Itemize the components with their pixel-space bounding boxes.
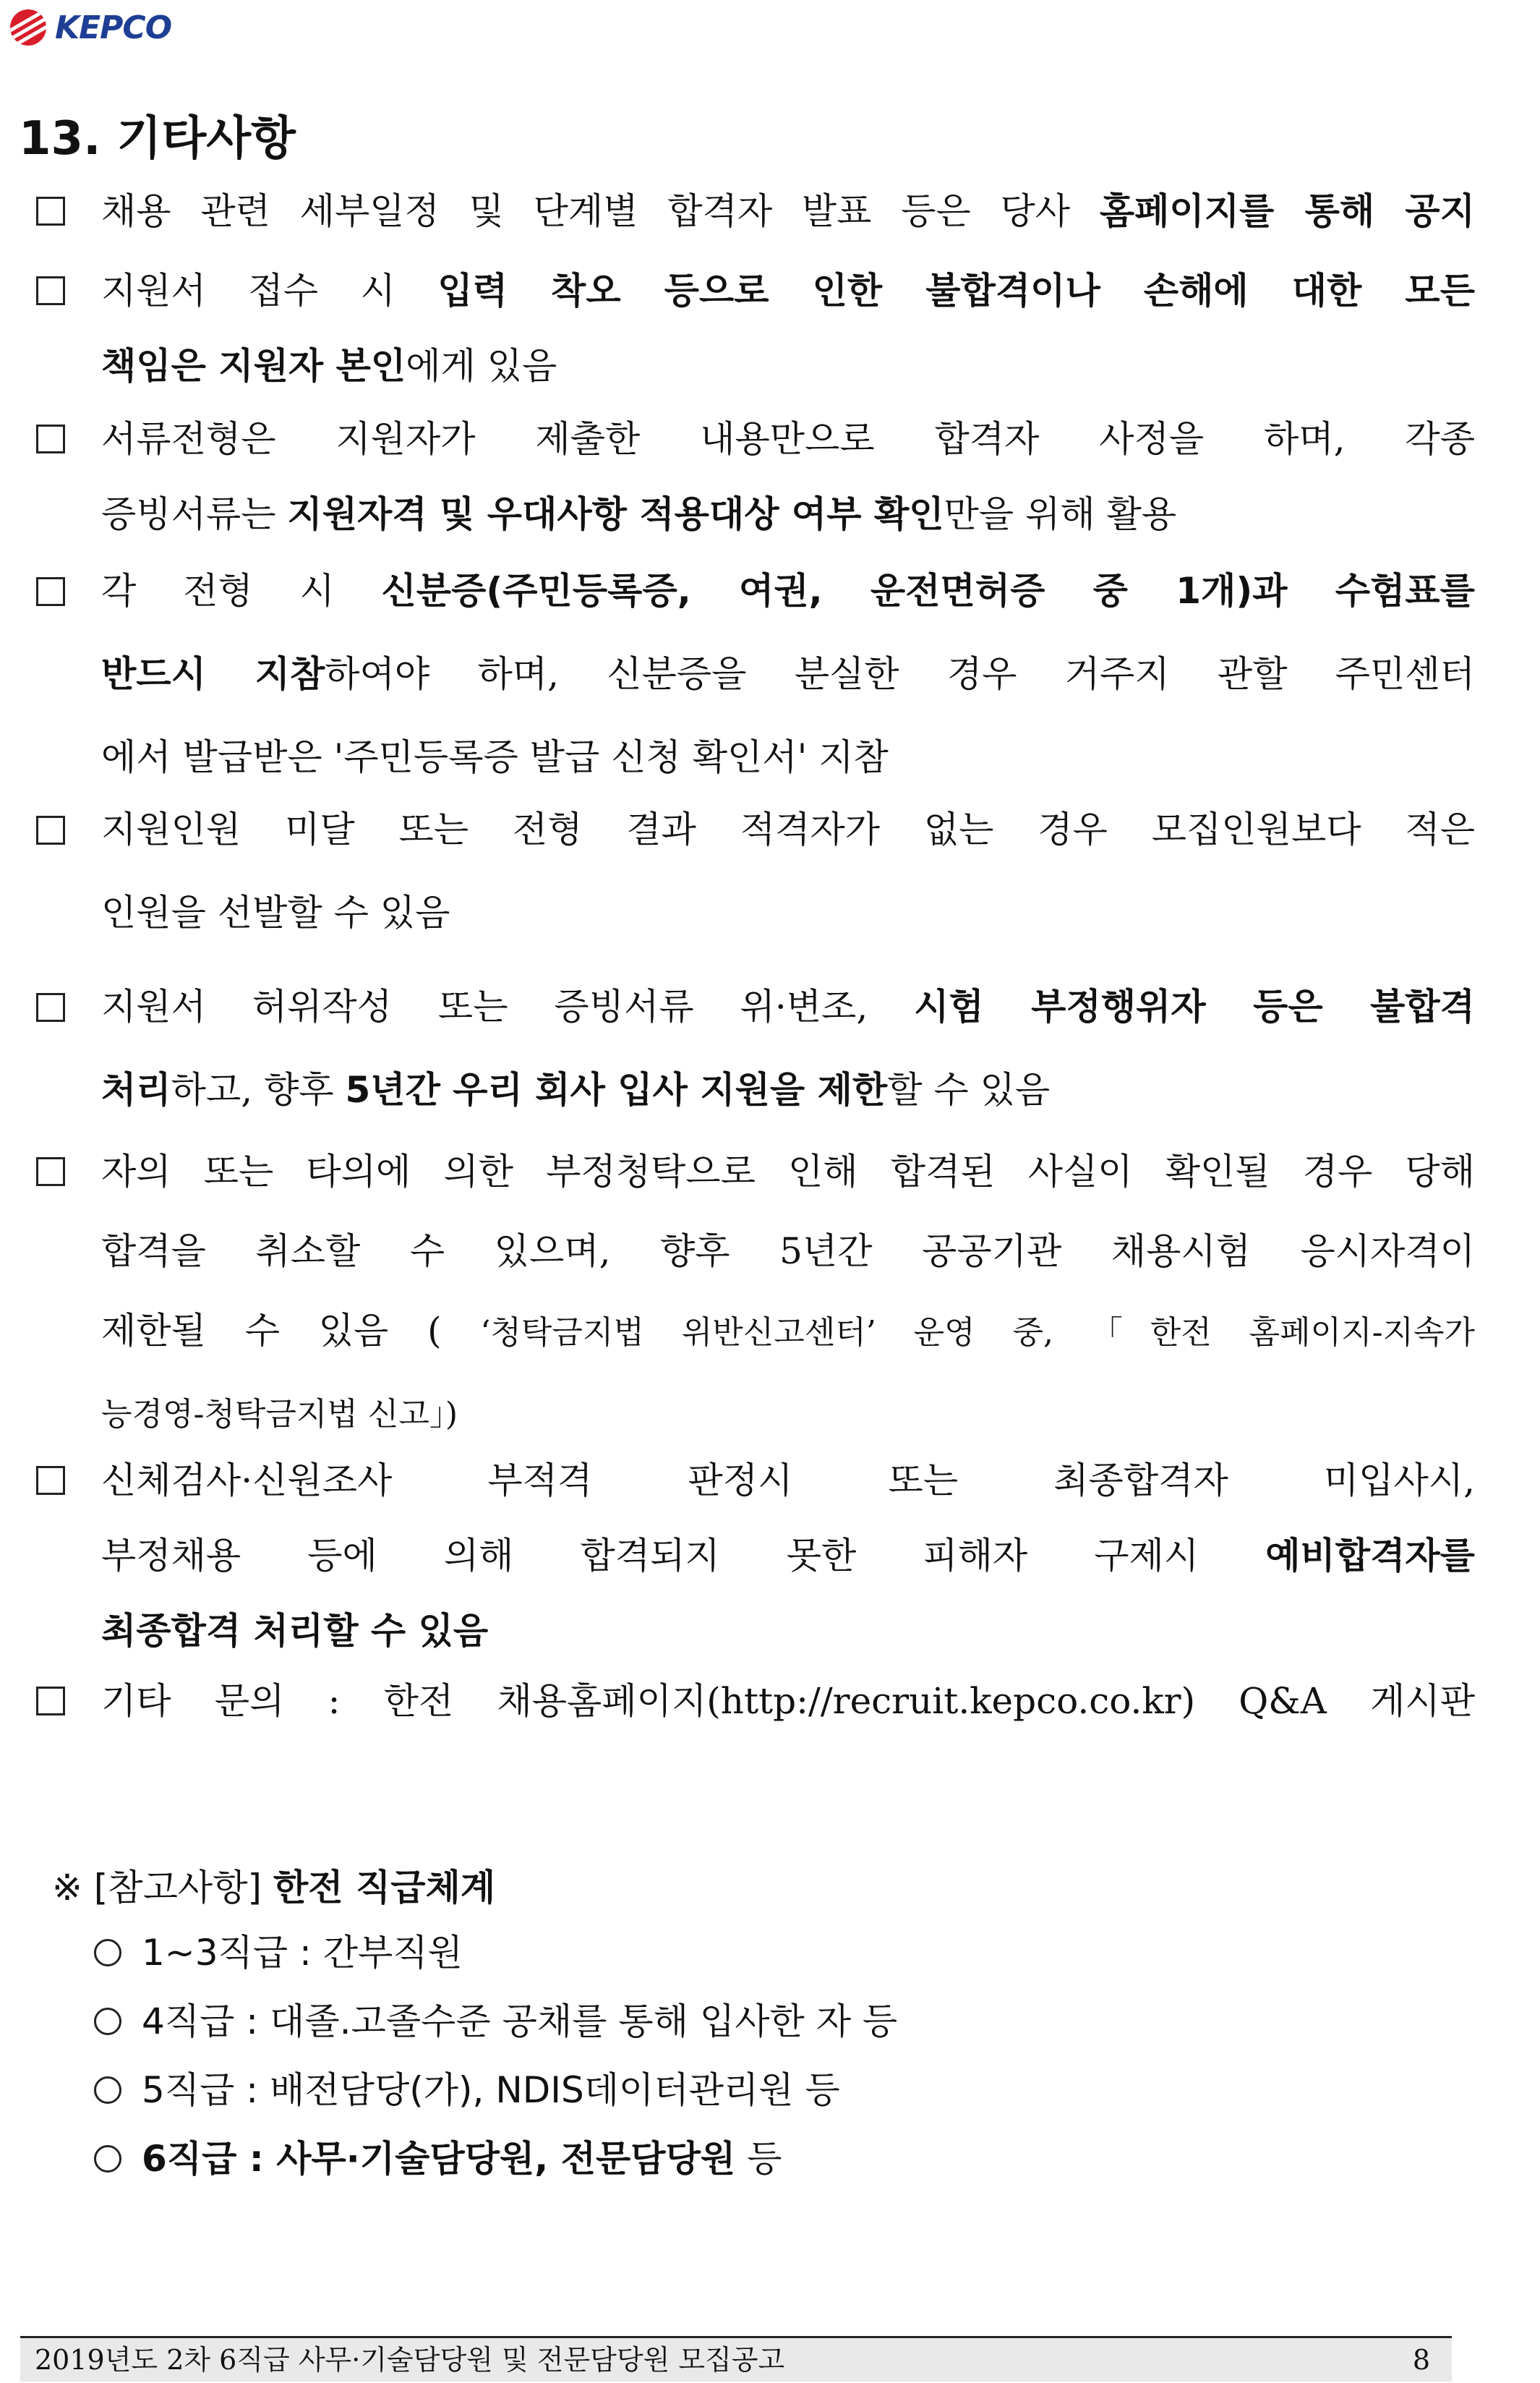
notice-line: [101, 633, 1475, 716]
body-text: 부정채용 등에 의해 합격되지 못한 피해자 구제시: [101, 1535, 1266, 1577]
checkbox-bullet-icon: [36, 425, 65, 453]
grade-suffix: 등: [735, 2138, 782, 2180]
body-text: 각 전형 시: [101, 570, 382, 612]
body-text: 지원인원 미달 또는 전형 결과 적격자가 없는 경우 모집인원보다 적은: [101, 809, 1475, 851]
reference-note-prefix: ※ [참고사항]: [52, 1867, 273, 1909]
page-footer: [20, 2336, 1452, 2382]
kepco-logo-mark: [10, 9, 46, 46]
emphasis-text: 신분증(주민등록증, 여권, 운전면허증 중 1개)과 수험표를: [381, 570, 1475, 612]
body-text: 하여야 하며, 신분증을 분실한 경우 거주지 관할 주민센터: [325, 653, 1475, 695]
notice-item: [36, 401, 1475, 552]
body-text: 만을 위해 활용: [944, 493, 1177, 535]
notice-line: [101, 1518, 1475, 1593]
body-text: ‘청탁금지법 위반신고센터’ 운영 중, 「한전 홈페이지-지속가: [480, 1314, 1475, 1351]
emphasis-text: 반드시 지참: [101, 653, 325, 695]
kepco-logo-text: KEPCO: [55, 9, 172, 46]
footer-title: 2019년도 2차 6직급 사무·기술담당원 및 전문담당원 모집공고: [35, 2344, 785, 2376]
checkbox-bullet-icon: [36, 1157, 65, 1186]
body-text: 인원을 선발할 수 있음: [101, 892, 450, 934]
body-text: 증빙서류는: [101, 493, 288, 535]
body-text: 기타 문의 : 한전 채용홈페이지(http://recruit.kepco.co.kr) Q&A 게시판: [101, 1680, 1475, 1722]
checkbox-bullet-icon: [36, 816, 65, 845]
body-text: 할 수 있음: [887, 1069, 1051, 1111]
body-text: 채용 관련 세부일정 및 단계별 합격자 발표 등은 당사: [101, 190, 1100, 232]
notice-item: [36, 965, 1475, 1132]
body-text: 지원서 접수 시: [101, 270, 438, 312]
notice-line: [101, 477, 1475, 552]
checkbox-bullet-icon: [36, 197, 65, 226]
emphasis-text: 입력 착오 등으로 인한 불합격이나 손해에 대한 모든: [437, 270, 1475, 312]
emphasis-text: 최종합격 처리할 수 있음: [101, 1610, 489, 1652]
notice-line: [101, 716, 1475, 799]
body-text: 에게 있음: [406, 345, 557, 387]
grade-item: [94, 1985, 897, 2058]
body-text: 자의 또는 타의에 의한 부정청탁으로 인해 합격된 사실이 확인될 경우 당해: [101, 1151, 1475, 1193]
notice-line: [101, 550, 1475, 633]
notice-line: [101, 174, 1475, 249]
emphasis-text: 지원자격 및 우대사항 적용대상 여부 확인: [287, 493, 944, 535]
notice-item: [36, 788, 1475, 955]
emphasis-text: 처리: [101, 1069, 171, 1111]
body-text: 에서 발급받은 '주민등록증 발급 신청 확인서' 지참: [101, 736, 889, 778]
notice-line: [101, 1663, 1475, 1739]
page-number: 8: [1412, 2344, 1430, 2376]
circle-bullet-icon: [94, 2076, 121, 2104]
emphasis-text: 시험 부정행위자 등은 불합격: [914, 986, 1475, 1028]
circle-bullet-icon: [94, 2008, 121, 2035]
grade-item: [94, 2123, 782, 2195]
body-text: 능경영-청탁금지법 신고」): [101, 1396, 458, 1433]
checkbox-bullet-icon: [36, 276, 65, 305]
notice-item: [36, 550, 1475, 799]
notice-item: [36, 1663, 1475, 1739]
notice-line: [101, 1132, 1475, 1211]
checkbox-bullet-icon: [36, 1466, 65, 1495]
notice-item: [36, 1443, 1475, 1668]
emphasis-text: 예비합격자를: [1265, 1535, 1475, 1577]
body-text: 제한될 수 있음 (: [101, 1310, 481, 1352]
notice-line: [101, 1443, 1475, 1518]
checkbox-bullet-icon: [36, 993, 65, 1022]
grade-text: 1~3직급 : 간부직원: [142, 1932, 463, 1974]
body-text: 지원서 허위작성 또는 증빙서류 위·변조,: [101, 986, 915, 1028]
notice-item: [36, 1132, 1475, 1454]
reference-note-title: 한전 직급체계: [273, 1867, 496, 1909]
notice-item: [36, 253, 1475, 404]
notice-line: [101, 253, 1475, 328]
grade-item: [94, 1917, 463, 1989]
circle-bullet-icon: [94, 1939, 121, 1966]
checkbox-bullet-icon: [36, 1687, 65, 1715]
circle-bullet-icon: [94, 2145, 121, 2173]
section-title: 13. 기타사항: [19, 112, 296, 166]
body-text: 서류전형은 지원자가 제출한 내용만으로 합격자 사정을 하며, 각종: [101, 418, 1475, 460]
emphasis-text: 5년간 우리 회사 입사 지원을 제한: [345, 1069, 888, 1111]
grade-text: 4직급 : 대졸.고졸수준 공채를 통해 입사한 자 등: [142, 2000, 898, 2042]
notice-line: [101, 1593, 1475, 1668]
body-text: 신체검사·신원조사 부적격 판정시 또는 최종합격자 미입사시,: [101, 1459, 1475, 1501]
notice-line: [101, 871, 1475, 955]
kepco-logo: [10, 7, 171, 48]
notice-line: [101, 1049, 1475, 1132]
reference-note: [52, 1851, 495, 1924]
notice-line: [101, 328, 1475, 404]
notice-item: [36, 174, 1475, 249]
notice-line: [101, 965, 1475, 1049]
notice-line: [101, 1211, 1475, 1291]
notice-line: [101, 401, 1475, 477]
body-text: 하고, 향후: [171, 1069, 346, 1111]
checkbox-bullet-icon: [36, 577, 65, 606]
body-text: 합격을 취소할 수 있으며, 향후 5년간 공공기관 채용시험 응시자격이: [101, 1230, 1475, 1272]
emphasis-text: 홈페이지를 통해 공지: [1099, 190, 1476, 232]
emphasis-text: 책임은 지원자 본인: [101, 345, 406, 387]
grade-text: 5직급 : 배전담당(가), NDIS데이터관리원 등: [142, 2069, 840, 2111]
notice-line: [101, 1291, 1475, 1373]
notice-line: [101, 788, 1475, 871]
grade-item: [94, 2054, 840, 2126]
grade-text: 6직급 : 사무·기술담당원, 전문담당원: [142, 2138, 736, 2180]
